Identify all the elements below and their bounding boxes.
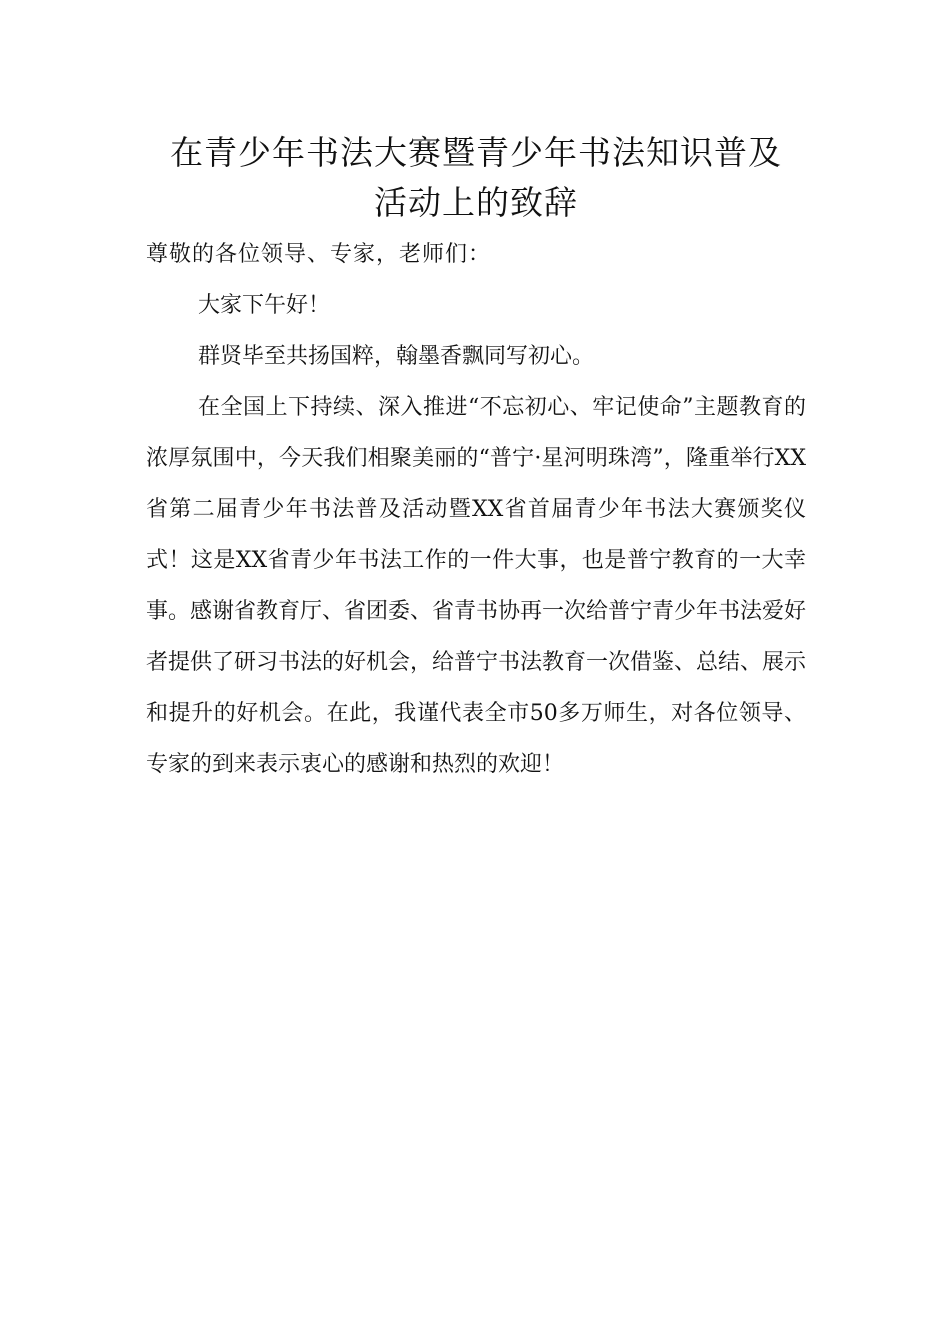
title-line-1: 在青少年书法大赛暨青少年书法知识普及 — [170, 133, 782, 172]
title-line-2: 活动上的致辞 — [374, 183, 578, 222]
document-content — [146, 128, 806, 790]
document-body — [146, 229, 806, 790]
document-title — [146, 128, 806, 228]
couplet-paragraph: 群贤毕至共扬国粹，翰墨香飘同写初心。 — [198, 344, 595, 369]
main-paragraph: 在全国上下持续、深入推进“不忘初心、牢记使命”主题教育的浓厚氛围中，今天我们相聚美丽的“普宁·星河明珠湾”，隆重举行XX省第二届青少年书法普及活动暨XX省首届青少年书法大赛颁奖仪式！这是XX省青少年书法工作的一件大事，也是普宁教育的一大幸事。感谢省教育厅、省团委、省青书协再一次给普宁青少年书法爱好者提供了研习书法的好机会，给普宁书法教育一次借鉴、总结、展示和提升的好机会。在此，我谨代表全市50多万师生，对各位领导、专家的到来表示衷心的感谢和热烈的欢迎！ — [146, 395, 807, 777]
salutation: 尊敬的各位领导、专家，老师们： — [146, 242, 492, 267]
greeting-paragraph: 大家下午好！ — [198, 293, 331, 318]
